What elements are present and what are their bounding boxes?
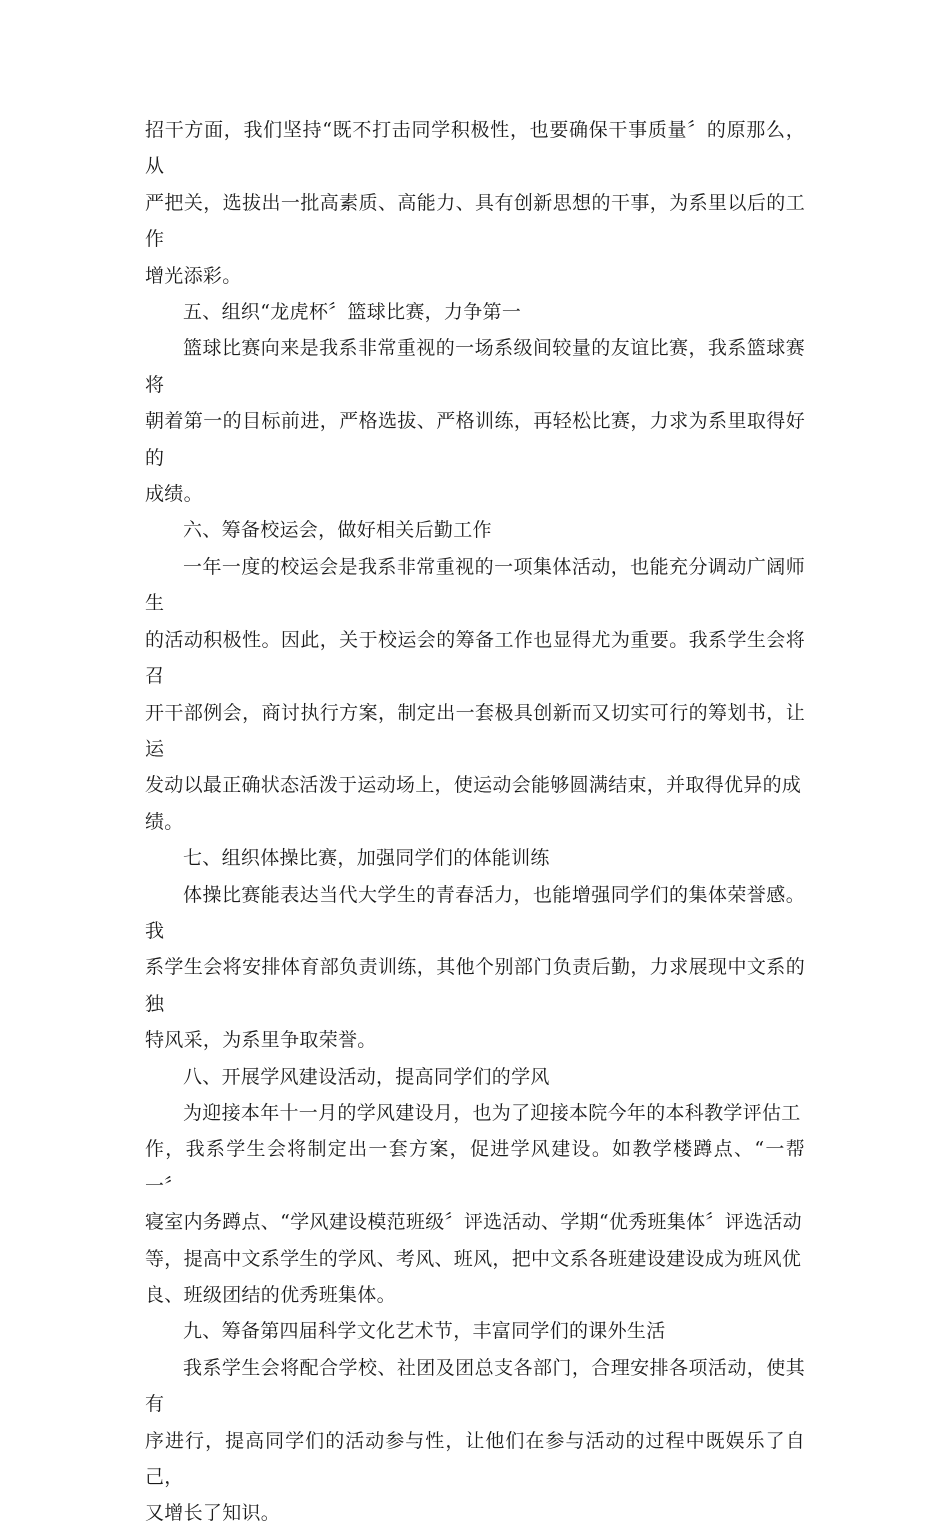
section-heading-7: 七、组织体操比赛，加强同学们的体能训练 — [183, 847, 550, 870]
section-heading-8: 八、开展学风建设活动，提高同学们的学风 — [183, 1065, 550, 1088]
paragraph-sports-meet: 一年一度的校运会是我系非常重视的一项集体活动，也能充分调动广阔师生 的活动积极性。因此，关于校运会的筹备工作也显得尤为重要。我系学生会将召 开干部例会，商讨执行方案，制定出一套极具创新而又切实可行的筹划书，让运 发动以最正确状态活泼于运动场上，使运动会能够圆满结束，并取得优异的成 绩。 — [145, 555, 805, 833]
paragraph-recruitment-continued: 招干方面，我们坚持“既不打击同学积极性，也要确保干事质量〞的原那么，从 严把关，选拔出一批高素质、高能力、具有创新思想的干事，为系里以后的工作 增光添彩。 — [145, 119, 805, 287]
paragraph-basketball: 篮球比赛向来是我系非常重视的一场系级间较量的友谊比赛，我系篮球赛将 朝着第一的目标前进，严格选拔、严格训练，再轻松比赛，力求为系里取得好的 成绩。 — [145, 337, 805, 506]
paragraph-arts-festival: 我系学生会将配合学校、社团及团总支各部门，合理安排各项活动，使其有 序进行，提高同学们的活动参与性，让他们在参与活动的过程中既娱乐了自己， 又增长了知识。 — [145, 1356, 805, 1525]
document-body — [145, 112, 805, 1532]
section-heading-5: 五、组织“龙虎杯〞篮球比赛，力争第一 — [183, 301, 522, 324]
paragraph-study-style: 为迎接本年十一月的学风建设月，也为了迎接本院今年的本科教学评估工 作，我系学生会将制定出一套方案，促进学风建设。如教学楼蹲点、“一帮一〞 寝室内务蹲点、“学风建设模范班级〞评选活动、学期“优秀班集体〞评选活动 等，提高中文系学生的学风、考风、班风，把中文系各班建设建设成为班风优 良、班级团结的优秀班集体。 — [145, 1101, 805, 1306]
section-heading-6: 六、筹备校运会，做好相关后勤工作 — [183, 519, 492, 542]
section-heading-9: 九、筹备第四届科学文化艺术节，丰富同学们的课外生活 — [183, 1320, 666, 1343]
paragraph-gymnastics: 体操比赛能表达当代大学生的青春活力，也能增强同学们的集体荣誉感。我 系学生会将安排体育部负责训练，其他个别部门负责后勤，力求展现中文系的独 特风采，为系里争取荣誉。 — [145, 883, 805, 1052]
